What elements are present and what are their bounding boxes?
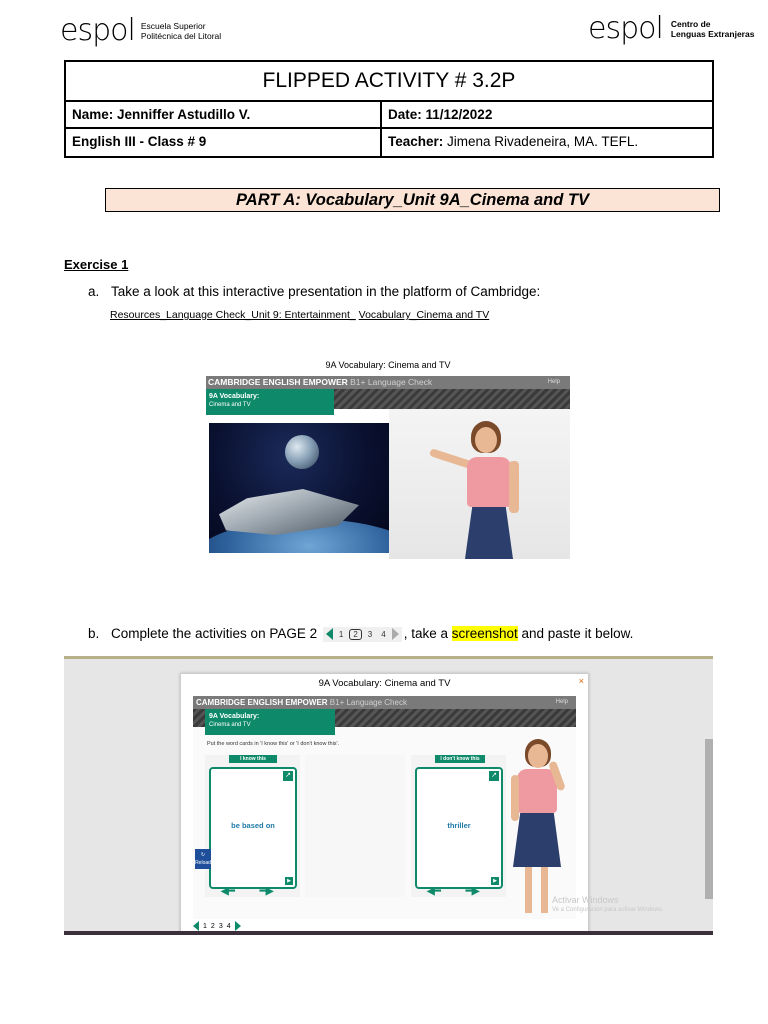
cle-logo	[588, 11, 755, 46]
unit-tag	[206, 389, 334, 415]
dialog-page-4[interactable]: 4	[226, 922, 231, 930]
date-value: Date: 11/12/2022	[388, 107, 493, 122]
activate-subtitle: Ve a Configuración para activar Windows.	[552, 907, 664, 913]
dialog-brand-label: CAMBRIDGE ENGLISH EMPOWER	[196, 698, 328, 707]
expand-icon[interactable]: ↗	[489, 771, 499, 781]
part-a-banner: PART A: Vocabulary_Unit 9A_Cinema and TV	[105, 188, 720, 212]
dialog-level-label: B1+ Language Check	[327, 698, 407, 707]
reload-button[interactable]	[195, 849, 211, 869]
cle-sub-line-1: Centro de	[670, 19, 711, 29]
card-left-arrows[interactable]: ◀━ ━▶	[221, 886, 274, 897]
date	[382, 102, 712, 127]
pager-page-3: 3	[367, 629, 373, 639]
activity-body	[193, 727, 576, 919]
level-label: B1+ Language Check	[347, 377, 433, 387]
presenter-figure	[429, 421, 549, 559]
espol-logo-subtitle	[141, 21, 221, 41]
middle-panel	[305, 755, 405, 897]
activity-instruction: Put the word cards in 'I know this' or 'I don't know this'.	[207, 741, 340, 747]
resources-link-1[interactable]: Resources_Language Check_Unit 9: Entertainment_	[110, 309, 356, 321]
teacher-name: Jimena Rivadeneira, MA. TEFL.	[443, 134, 639, 149]
know-panel	[205, 755, 300, 897]
dialog-pager	[193, 921, 241, 931]
teacher	[382, 129, 712, 156]
next-arrow-icon	[392, 628, 399, 640]
dont-know-header: I don't know this	[435, 755, 485, 763]
header-row-class	[66, 129, 712, 156]
word-card-right-text: thriller	[447, 821, 471, 830]
word-card-right[interactable]	[415, 767, 503, 889]
scrollbar[interactable]	[705, 739, 713, 899]
dialog-caption: 9A Vocabulary: Cinema and TV	[318, 678, 451, 689]
inline-pager	[323, 627, 402, 642]
cle-logo-subtitle	[671, 19, 755, 39]
dialog-prev-icon[interactable]	[193, 921, 199, 931]
screenshot-caption: 9A Vocabulary: Cinema and TV	[325, 360, 451, 370]
expand-icon[interactable]: ↗	[283, 771, 293, 781]
item-a-text: Take a look at this interactive presentation in the platform of Cambridge:	[111, 284, 541, 299]
prev-arrow-icon	[326, 628, 333, 640]
reload-icon: ↻	[200, 852, 206, 858]
item-b	[88, 626, 633, 642]
dialog-next-icon[interactable]	[235, 921, 241, 931]
resources-link-2[interactable]: Vocabulary_Cinema and TV	[358, 309, 490, 321]
item-a	[88, 284, 540, 299]
page-title: FLIPPED ACTIVITY # 3.2P	[66, 62, 712, 102]
espol-sub-line-2: Politécnica del Litoral	[140, 31, 222, 41]
item-b-label: b.	[88, 626, 100, 641]
unit-tag-subtitle: Cinema and TV	[209, 402, 251, 408]
dialog-unit-tag-title: 9A Vocabulary:	[209, 713, 260, 720]
item-b-text-3: and paste it below.	[517, 626, 634, 641]
dialog-unit-tag-subtitle: Cinema and TV	[209, 722, 251, 728]
dialog-unit-tag	[205, 709, 335, 735]
activate-windows-watermark	[552, 895, 663, 915]
pager-page-1: 1	[338, 629, 344, 639]
reload-label: Reload	[195, 860, 211, 866]
header-table	[64, 60, 714, 158]
cle-logo-word: espol	[588, 11, 663, 46]
espol-logo-word: espol	[60, 13, 135, 48]
dialog-page-1[interactable]: 1	[203, 922, 207, 930]
word-card-left-text: be based on	[231, 821, 275, 830]
cle-sub-line-2: Lenguas Extranjeras	[670, 29, 755, 39]
item-a-label: a.	[88, 284, 100, 299]
dialog-cambridge-bar	[193, 696, 576, 709]
student-name: Name: Jenniffer Astudillo V.	[66, 102, 382, 127]
item-b-text-1: Complete the activities on PAGE 2	[111, 626, 318, 641]
space-scene-image	[209, 423, 389, 553]
activity-dialog	[180, 673, 589, 935]
know-header: I know this	[229, 755, 277, 763]
teacher-label: Teacher:	[388, 134, 444, 149]
screenshot-activity	[64, 656, 713, 935]
brand-label: CAMBRIDGE ENGLISH EMPOWER	[208, 377, 348, 387]
activate-title: Activar Windows	[552, 895, 619, 905]
espol-logo	[60, 13, 222, 48]
class-label: English III - Class # 9	[66, 129, 382, 156]
pager-page-2: 2	[349, 629, 361, 640]
dont-know-panel	[411, 755, 506, 897]
presenter-scene	[389, 409, 570, 559]
pager-page-4: 4	[381, 629, 386, 639]
card-right-arrows[interactable]: ◀━ ━▶	[427, 886, 480, 897]
play-icon[interactable]: ▶	[285, 877, 293, 885]
screenshot-presentation	[206, 355, 570, 559]
dialog-help-link[interactable]: Help	[555, 699, 568, 705]
moon-shape	[285, 435, 319, 469]
espol-sub-line-1: Escuela Superior	[140, 21, 206, 31]
help-link[interactable]: Help	[547, 379, 560, 385]
header-row-name	[66, 102, 712, 129]
resources-path[interactable]	[110, 309, 489, 321]
play-icon[interactable]: ▶	[491, 877, 499, 885]
item-b-text-2: , take a	[403, 626, 452, 641]
presenter-figure-2	[507, 739, 567, 917]
unit-tag-title: 9A Vocabulary:	[209, 393, 260, 400]
dialog-page-3[interactable]: 3	[218, 922, 223, 930]
word-card-left[interactable]	[209, 767, 297, 889]
close-icon[interactable]: ×	[578, 676, 584, 686]
cambridge-bar	[206, 376, 570, 389]
highlighted-word: screenshot	[451, 626, 518, 641]
exercise-title: Exercise 1	[64, 257, 129, 272]
dialog-page-2[interactable]: 2	[210, 922, 215, 930]
